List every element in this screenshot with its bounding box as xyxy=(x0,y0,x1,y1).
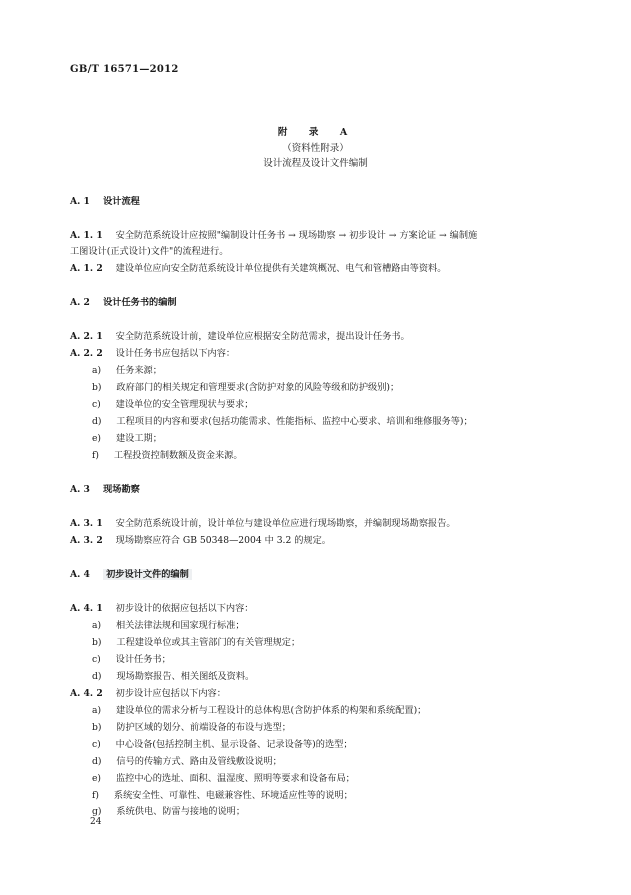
clause-text: 初步设计应包括以下内容： xyxy=(115,688,226,699)
list-item xyxy=(92,756,282,768)
item-label: d) xyxy=(92,671,102,682)
item-label: c) xyxy=(92,654,101,665)
section-number: A. 2 xyxy=(70,297,90,308)
item-label: b) xyxy=(92,637,102,648)
clause-text: 现场勘察应符合 GB 50348—2004 中 3.2 的规定。 xyxy=(115,535,331,546)
clause-number: A. 3. 2 xyxy=(70,535,103,546)
item-text: 监控中心的选址、面积、温湿度、照明等要求和设备布局； xyxy=(115,773,355,784)
section-a3-heading xyxy=(70,484,140,496)
section-title: 初步设计文件的编制 xyxy=(103,569,192,580)
item-label: d) xyxy=(92,416,102,427)
list-item xyxy=(92,654,171,666)
list-item xyxy=(92,382,399,394)
item-label: a) xyxy=(92,365,102,376)
list-item xyxy=(92,790,353,802)
list-item xyxy=(92,739,353,751)
appendix-heading: 设计流程及设计文件编制 xyxy=(263,158,368,169)
clause-number: A. 1. 1 xyxy=(70,230,103,241)
clause-a42 xyxy=(70,688,226,700)
clause-text: 初步设计的依据应包括以下内容： xyxy=(115,603,254,614)
clause-text: 安全防范系统设计前，建设单位应根据安全防范需求，提出设计任务书。 xyxy=(115,331,410,342)
clause-a11 xyxy=(70,230,477,242)
clause-number: A. 2. 1 xyxy=(70,331,103,342)
list-item xyxy=(92,416,473,428)
item-text: 系统供电、防雷与接地的说明； xyxy=(116,806,246,817)
clause-a21 xyxy=(70,331,410,343)
appendix-subtitle: （资料性附录） xyxy=(282,143,349,154)
section-number: A. 4 xyxy=(70,569,90,580)
list-item xyxy=(92,365,162,377)
item-text: 相关法律法规和国家现行标准； xyxy=(115,620,245,631)
clause-a32 xyxy=(70,535,331,547)
clause-text: 设计任务书应包括以下内容： xyxy=(115,348,236,359)
list-item xyxy=(92,705,426,717)
list-item xyxy=(92,671,254,683)
clause-a12 xyxy=(70,263,446,275)
clause-number: A. 2. 2 xyxy=(70,348,103,359)
section-title: 设计任务书的编制 xyxy=(103,297,177,308)
standard-id: GB/T 16571—2012 xyxy=(70,64,179,75)
item-label: b) xyxy=(92,722,102,733)
item-label: f) xyxy=(92,450,99,461)
clause-number: A. 3. 1 xyxy=(70,518,103,529)
item-text: 任务来源； xyxy=(115,365,162,376)
section-a4-heading xyxy=(70,569,192,581)
item-text: 工程投资控制数额及资金来源。 xyxy=(113,450,243,461)
item-label: b) xyxy=(92,382,102,393)
clause-number: A. 4. 1 xyxy=(70,603,103,614)
item-text: 现场勘察报告、相关图纸及资料。 xyxy=(116,671,255,682)
item-text: 设计任务书； xyxy=(115,654,171,665)
list-item xyxy=(92,620,245,632)
item-text: 系统安全性、可靠性、电磁兼容性、环境适应性等的说明； xyxy=(113,790,353,801)
section-a1-heading xyxy=(70,196,140,208)
list-item xyxy=(92,722,291,734)
item-label: c) xyxy=(92,399,101,410)
section-number: A. 3 xyxy=(70,484,90,495)
list-item xyxy=(92,399,253,411)
clause-a11-continued: 工图设计(正式设计)文件"的流程进行。 xyxy=(70,246,229,257)
item-text: 信号的传输方式、路由及管线敷设说明； xyxy=(116,756,282,767)
item-text: 建设单位的安全管理现状与要求； xyxy=(115,399,254,410)
clause-text: 安全防范系统设计应按照"编制设计任务书 → 现场勘察 → 初步设计 → 方案论证 → 编制施 xyxy=(115,230,478,241)
clause-a31 xyxy=(70,518,456,530)
section-title: 现场勘察 xyxy=(103,484,140,495)
list-item xyxy=(92,450,243,462)
list-item xyxy=(92,433,162,445)
clause-text: 安全防范系统设计前，设计单位与建设单位应进行现场勘察，并编制现场勘察报告。 xyxy=(115,518,456,529)
list-item xyxy=(92,806,245,818)
list-item xyxy=(92,773,355,785)
item-label: e) xyxy=(92,773,102,784)
section-a2-heading xyxy=(70,297,177,309)
section-title: 设计流程 xyxy=(103,196,140,207)
item-label: d) xyxy=(92,756,102,767)
item-text: 工程建设单位或其主管部门的有关管理规定； xyxy=(116,637,301,648)
item-text: 建设单位的需求分析与工程设计的总体构思(含防护体系的构架和系统配置)； xyxy=(115,705,427,716)
item-label: a) xyxy=(92,620,102,631)
item-text: 防护区域的划分、前端设备的布设与选型； xyxy=(116,722,291,733)
item-label: g) xyxy=(92,806,102,817)
item-text: 政府部门的相关规定和管理要求(含防护对象的风险等级和防护级别)； xyxy=(116,382,400,393)
clause-a22 xyxy=(70,348,235,360)
clause-number: A. 4. 2 xyxy=(70,688,103,699)
item-label: c) xyxy=(92,739,101,750)
item-text: 中心设备(包括控制主机、显示设备、记录设备等)的选型； xyxy=(115,739,353,750)
item-text: 建设工期； xyxy=(115,433,162,444)
item-text: 工程项目的内容和要求(包括功能需求、性能指标、监控中心要求、培训和维修服务等)； xyxy=(116,416,473,427)
clause-text: 建设单位应向安全防范系统设计单位提供有关建筑概况、电气和管槽路由等资料。 xyxy=(115,263,447,274)
clause-number: A. 1. 2 xyxy=(70,263,103,274)
section-number: A. 1 xyxy=(70,196,90,207)
list-item xyxy=(92,637,300,649)
clause-a41 xyxy=(70,603,253,615)
item-label: a) xyxy=(92,705,102,716)
appendix-title: 附 录 A xyxy=(277,127,354,138)
item-label: f) xyxy=(92,790,99,801)
page-number: 24 xyxy=(90,817,102,827)
item-label: e) xyxy=(92,433,102,444)
